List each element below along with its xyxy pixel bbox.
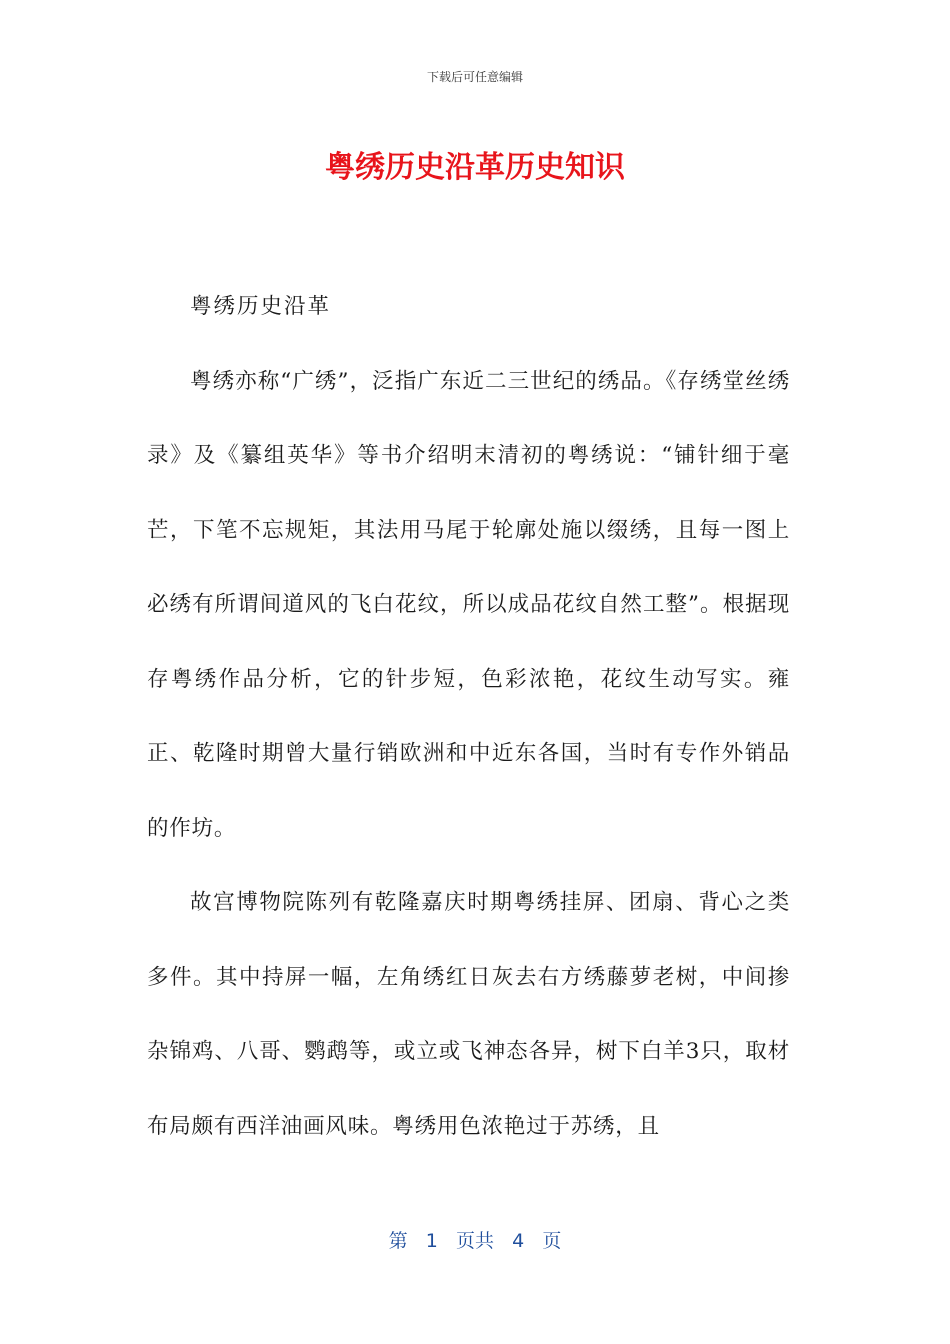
document-body bbox=[147, 270, 790, 1164]
page-middle: 页共 bbox=[455, 1230, 494, 1252]
total-pages-number: 4 bbox=[512, 1230, 525, 1252]
body-paragraph: 粤绣亦称“广绣”，泛指广东近二三世纪的绣品。《存绣堂丝绣录》及《纂组英华》等书介绍明末清初的粤绣说：“铺针细于毫芒，下笔不忘规矩，其法用马尾于轮廓处施以缀绣，且每一图上必绣有所谓间道风的飞白花纹，所以成品花纹自然工整”。根据现存粤绣作品分析，它的针步短，色彩浓艳，花纹生动写实。雍正、乾隆时期曾大量行销欧洲和中近东各国，当时有专作外销品的作坊。 bbox=[147, 368, 790, 841]
current-page-number: 1 bbox=[425, 1230, 438, 1252]
header-note: 下载后可任意编辑 bbox=[426, 70, 523, 84]
page-footer bbox=[0, 1226, 950, 1253]
page-suffix: 页 bbox=[542, 1230, 562, 1252]
document-title: 粤绣历史沿革历史知识 bbox=[325, 150, 625, 185]
body-paragraph: 故宫博物院陈列有乾隆嘉庆时期粤绣挂屏、团扇、背心之类多件。其中持屏一幅，左角绣红日灰去右方绣藤萝老树，中间掺杂锦鸡、八哥、鹦鹉等，或立或飞神态各异，树下白羊3只，取材布局颇有西洋油画风味。粤绣用色浓艳过于苏绣，且 bbox=[147, 890, 790, 1139]
page-prefix: 第 bbox=[388, 1230, 408, 1252]
section-heading: 粤绣历史沿革 bbox=[190, 294, 332, 319]
